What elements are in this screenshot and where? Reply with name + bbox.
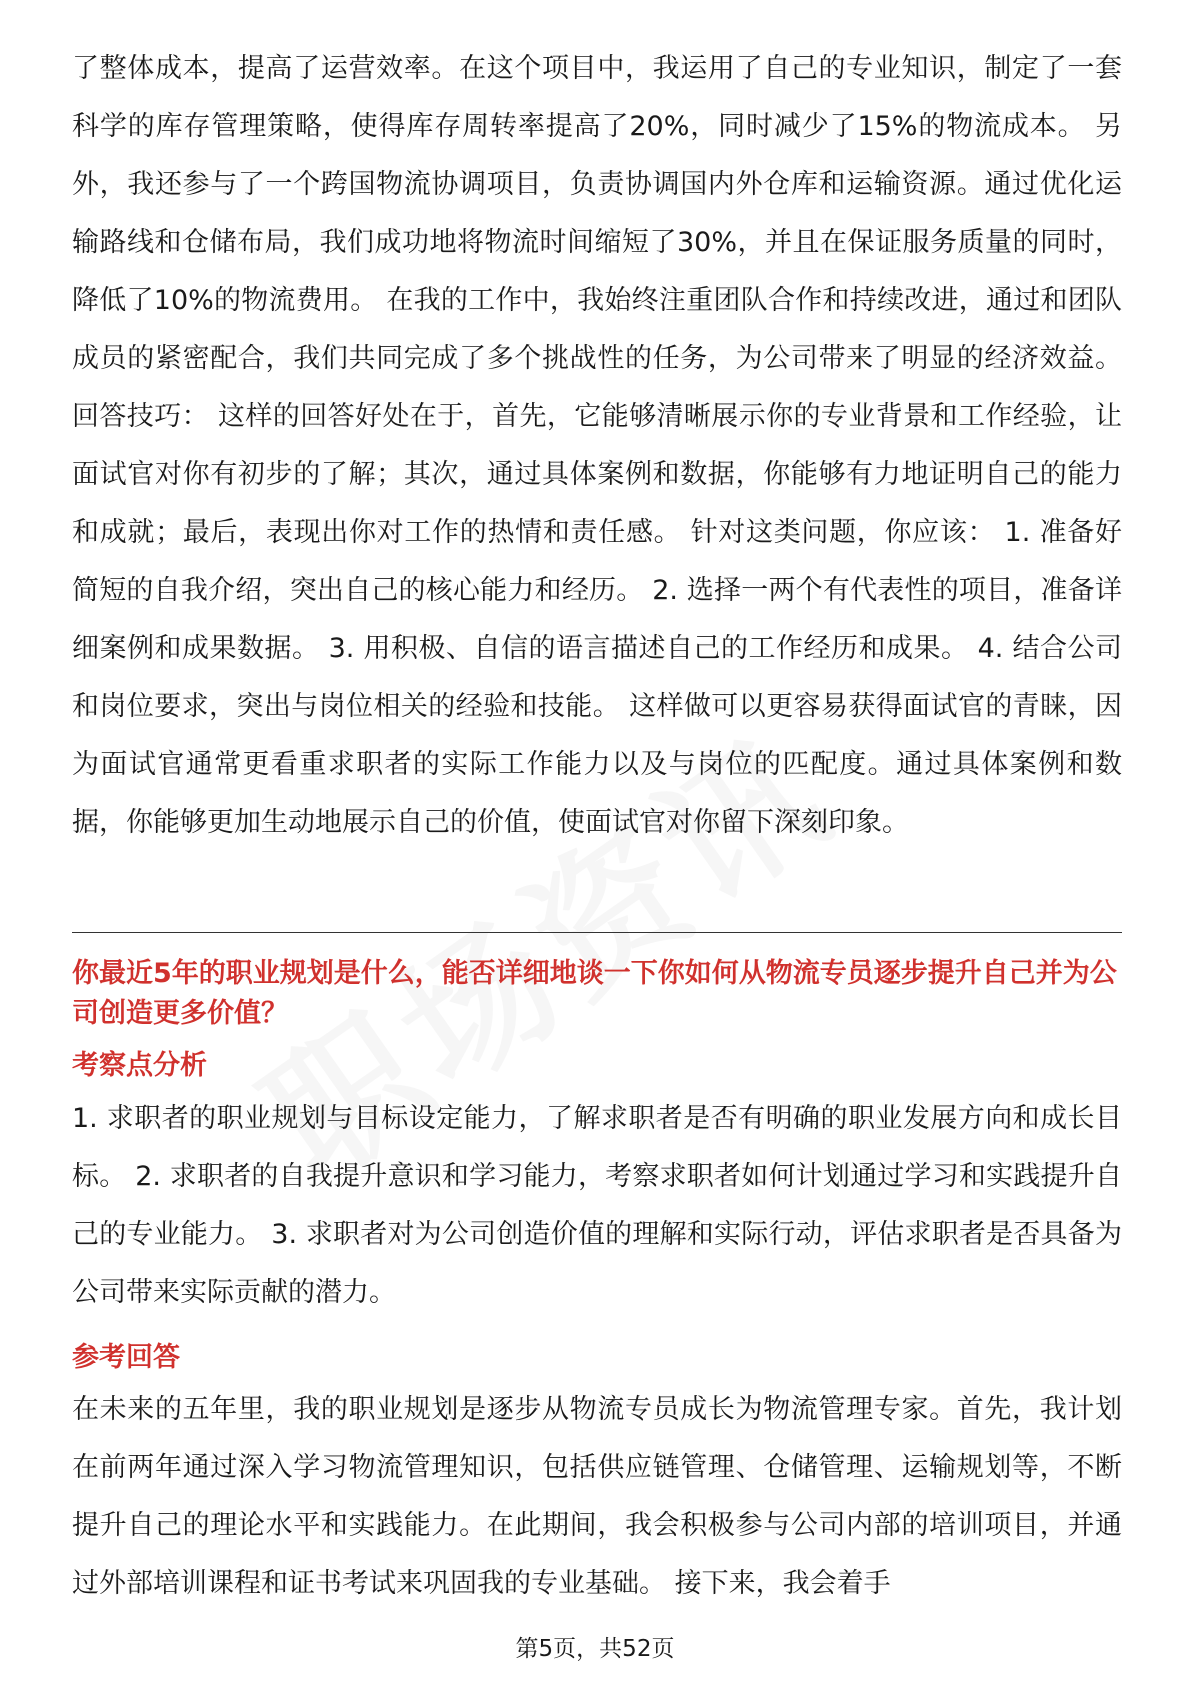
page-number: 第5页，共52页 [515, 1636, 675, 1662]
analysis-section [72, 1090, 1122, 1322]
top-continuation [72, 40, 1122, 852]
section-divider [72, 932, 1122, 933]
answer-heading: 参考回答 [72, 1342, 180, 1373]
analysis-paragraph: 1. 求职者的职业规划与目标设定能力，了解求职者是否有明确的职业发展方向和成长目标。 2. 求职者的自我提升意识和学习能力，考察求职者如何计划通过学习和实践提升自己的专业能力。 3. 求职者对为公司创造价值的理解和实际行动，评估求职者是否具备为公司带来实际贡献的潜力。 [72, 1103, 1122, 1308]
continuation-paragraph: 了整体成本，提高了运营效率。在这个项目中，我运用了自己的专业知识，制定了一套科学的库存管理策略，使得库存周转率提高了20%，同时减少了15%的物流成本。 另外，我还参与了一个跨国物流协调项目，负责协调国内外仓库和运输资源。通过优化运输路线和仓储布局，我们成功地将物流时间缩短了30%，并且在保证服务质量的同时，降低了10%的物流费用。 在我的工作中，我始终注重团队合作和持续改进，通过和团队成员的紧密配合，我们共同完成了多个挑战性的任务，为公司带来了明显的经济效益。 回答技巧： 这样的回答好处在于，首先，它能够清晰展示你的专业背景和工作经验，让面试官对你有初步的了解；其次，通过具体案例和数据，你能够有力地证明自己的能力和成就；最后，表现出你对工作的热情和责任感。 针对这类问题，你应该： 1. 准备好简短的自我介绍，突出自己的核心能力和经历。 2. 选择一两个有代表性的项目，准备详细案例和成果数据。 3. 用积极、自信的语言描述自己的工作经历和成果。 4. 结合公司和岗位要求，突出与岗位相关的经验和技能。 这样做可以更容易获得面试官的青睐，因为面试官通常更看重求职者的实际工作能力以及与岗位的匹配度。通过具体案例和数据，你能够更加生动地展示自己的价值，使面试官对你留下深刻印象。 [72, 53, 1122, 838]
answer-section [72, 1381, 1122, 1613]
answer-paragraph: 在未来的五年里，我的职业规划是逐步从物流专员成长为物流管理专家。首先，我计划在前两年通过深入学习物流管理知识，包括供应链管理、仓储管理、运输规划等，不断提升自己的理论水平和实践能力。在此期间，我会积极参与公司内部的培训项目，并通过外部培训课程和证书考试来巩固我的专业基础。 接下来，我会着手 [72, 1394, 1122, 1599]
question-title: 你最近5年的职业规划是什么，能否详细地谈一下你如何从物流专员逐步提升自己并为公司创造更多价值？ [72, 958, 1117, 1029]
analysis-heading: 考察点分析 [72, 1050, 207, 1081]
